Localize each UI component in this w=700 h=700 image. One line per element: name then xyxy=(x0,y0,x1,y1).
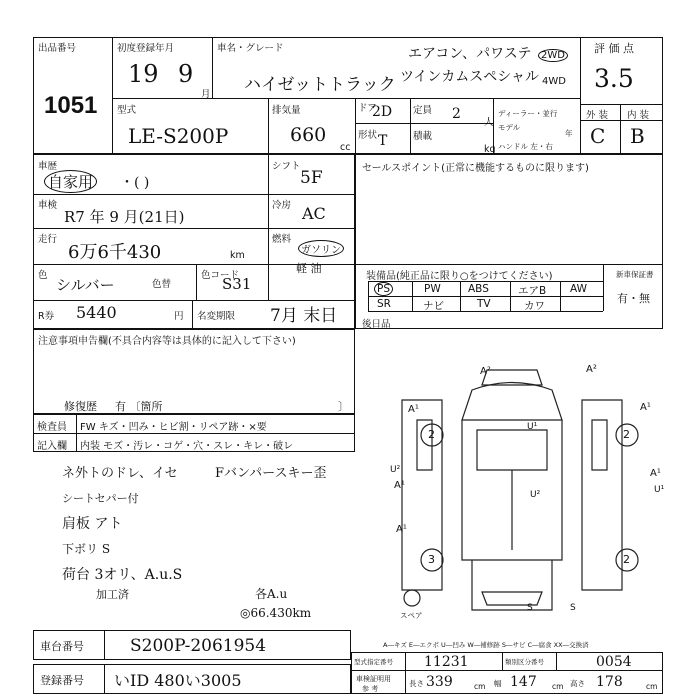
note-line4: 下ボリ S xyxy=(62,542,111,556)
length-value: 339 xyxy=(426,674,453,690)
category-value: 0054 xyxy=(596,654,632,670)
mileage-unit: km xyxy=(230,250,245,261)
note-line3: 肩板 アト xyxy=(62,516,123,532)
height-label: 高さ xyxy=(570,679,585,688)
diagram-mark-1: A² xyxy=(586,364,597,375)
capacity-unit: 人 xyxy=(484,117,494,128)
repair-value: 有 〔箇所 xyxy=(115,400,163,413)
recycle-value: 5440 xyxy=(76,303,117,322)
doors-label: ドア xyxy=(358,103,377,114)
reg-year: 19 xyxy=(128,60,159,88)
displacement-value: 660 xyxy=(290,124,327,146)
equip-leather: カワ xyxy=(524,300,545,312)
diagram-mark-9: A¹ xyxy=(396,524,407,535)
spare-label: スペア xyxy=(400,611,423,620)
drive-2wd: 2WD xyxy=(538,49,568,62)
name-change-label: 名変期限 xyxy=(197,311,236,322)
note-line5: 荷台 3オリ、A.u.S xyxy=(62,567,183,583)
reg-month: 9 xyxy=(178,60,194,88)
length-label: 長さ xyxy=(409,679,424,688)
score-label: 評 価 点 xyxy=(594,42,634,55)
warranty-value: 有・無 xyxy=(617,292,650,305)
model-value: LE-S200P xyxy=(128,124,229,148)
recycle-unit: 円 xyxy=(174,311,184,322)
color-code-label: 色コード xyxy=(201,270,240,281)
equip-abs: ABS xyxy=(468,283,489,295)
note-right3: ◎66.430km xyxy=(240,606,312,620)
length-unit: cm xyxy=(474,682,486,691)
repair-close: 〕 xyxy=(338,400,349,413)
color-code-value: S31 xyxy=(222,275,252,293)
vin-value: S200P-2061954 xyxy=(130,636,267,656)
recycle-label: R券 xyxy=(38,311,55,322)
height-unit: cm xyxy=(646,682,658,691)
handle-label: ハンドル 左・右 xyxy=(498,142,553,151)
repair-label: 修復歴 xyxy=(64,400,97,413)
equip-tv: TV xyxy=(477,298,491,310)
diagram-mark-2: A¹ xyxy=(408,404,419,415)
type-approval-label: 型式指定番号 xyxy=(354,658,393,666)
width-unit: cm xyxy=(552,682,564,691)
diagram-mark-10: U² xyxy=(530,490,541,500)
capacity-value: 2 xyxy=(452,106,461,122)
inspection-label: 車検 xyxy=(38,200,58,211)
exterior-grade: C xyxy=(590,124,606,148)
note-line6: 加工済 xyxy=(96,588,129,601)
note-right2: 各A.u xyxy=(255,587,288,601)
capacity-label: 定員 xyxy=(413,105,433,116)
lot-label: 出品番号 xyxy=(38,43,77,54)
history-label: 車歴 xyxy=(38,161,58,172)
name-change-value: 7月 末日 xyxy=(270,306,338,326)
wheel-num-1: 2 xyxy=(623,428,630,441)
note-line2: シートセパー付 xyxy=(62,492,139,505)
load-unit: kg xyxy=(484,144,496,155)
diagram-mark-11: S xyxy=(527,603,533,613)
ref-label: 参 考 xyxy=(362,685,379,693)
displacement-unit: cc xyxy=(340,142,351,153)
vin-label: 車台番号 xyxy=(40,640,84,653)
exterior-label: 外 装 xyxy=(586,110,609,121)
record-label: 記入欄 xyxy=(37,441,67,452)
notice-label: 注意事項申告欄(不具合内容等は具体的に記入して下さい) xyxy=(38,336,296,347)
history-rest: ・( ) xyxy=(120,175,150,191)
mileage-label: 走行 xyxy=(38,234,58,245)
fuel-label: 燃料 xyxy=(272,234,292,245)
width-value: 147 xyxy=(510,674,537,690)
equip-ps: PS xyxy=(374,282,393,296)
car-name: ハイゼットトラック xyxy=(244,75,396,95)
grade-line1: エアコン、パワステ xyxy=(408,46,532,62)
diagram-mark-8: A¹ xyxy=(650,468,661,479)
record-value: 内装 モズ・汚レ・コゲ・穴・スレ・キレ・破レ xyxy=(80,441,294,452)
model-year-label: モデル xyxy=(498,123,521,132)
shape-value: T xyxy=(378,133,388,149)
ac-label: 冷房 xyxy=(272,200,292,211)
wheel-num-3: 2 xyxy=(623,553,630,566)
plate-value: いID 480い3005 xyxy=(114,671,242,690)
load-label: 積載 xyxy=(413,131,433,142)
car-name-label: 車名・グレード xyxy=(217,43,284,54)
lot-number: 1051 xyxy=(44,92,98,119)
ac-value: AC xyxy=(302,204,326,223)
doors-value: 2D xyxy=(372,104,393,120)
category-label: 類別区分番号 xyxy=(505,658,544,666)
history-value: 自家用 xyxy=(44,170,97,193)
wheel-num-0: 2 xyxy=(428,428,435,441)
dealer-label: ディーラー・並行 xyxy=(498,109,558,118)
model-label: 型式 xyxy=(117,105,137,116)
note-right1: Fバンパースキー歪 xyxy=(215,466,327,481)
grade-line2: ツインカムスペシャル xyxy=(400,69,540,85)
width-label: 幅 xyxy=(494,679,502,688)
mileage-value: 6万6千430 xyxy=(68,242,162,263)
color-label: 色 xyxy=(38,270,48,281)
reg-label: 初度登録年月 xyxy=(117,43,175,54)
inspector-label: 検査員 xyxy=(37,422,67,433)
model-year-unit: 年 xyxy=(565,129,573,138)
wheel-num-2: 3 xyxy=(428,553,435,566)
warranty-label: 新車保証書 xyxy=(616,270,654,279)
car-damage-diagram xyxy=(362,360,665,625)
type-approval-value: 11231 xyxy=(424,654,469,670)
diagram-mark-12: S xyxy=(570,603,576,613)
reg-month-unit: 月 xyxy=(201,89,211,100)
plate-label: 登録番号 xyxy=(40,674,84,687)
fuel-diesel: 軽 油 xyxy=(296,262,322,275)
inspection-value: R7 年 9 月(21日) xyxy=(64,208,185,226)
score-value: 3.5 xyxy=(594,64,634,93)
equip-navi: ナビ xyxy=(423,300,444,312)
height-value: 178 xyxy=(596,674,623,690)
inspector-value: FW キズ・凹み・ヒビ割・リペア跡・×要 xyxy=(80,422,267,433)
interior-grade: B xyxy=(630,124,645,148)
diagram-mark-7: U¹ xyxy=(654,485,665,495)
interior-label: 内 装 xyxy=(627,110,650,121)
shape-label: 形状 xyxy=(358,130,378,141)
color-change-label: 色替 xyxy=(152,279,172,290)
diagram-mark-3: A¹ xyxy=(640,402,651,413)
diagram-mark-0: A² xyxy=(480,366,491,377)
color-value: シルバー xyxy=(56,276,115,294)
damage-legend: A―キズ E―エクボ U―凹み W―補修跡 S―サビ C―腐食 XX―交換済 xyxy=(383,641,589,649)
equip-aw: AW xyxy=(570,283,587,295)
later-install-label: 後日品 xyxy=(362,319,391,330)
diagram-mark-6: A¹ xyxy=(394,480,405,491)
note-line1: ネ外トのドレ、イセ xyxy=(62,466,178,481)
diagram-mark-5: U² xyxy=(390,465,401,475)
sales-point-label: セールスポイント(正常に機能するものに限ります) xyxy=(362,163,589,174)
drive-4wd: 4WD xyxy=(542,76,566,87)
equip-airbag: エアB xyxy=(518,285,547,297)
equipment-label: 装備品(純正品に限り○をつけてください) xyxy=(366,271,553,282)
fuel-gasoline: ガソリン xyxy=(298,240,344,257)
equip-pw: PW xyxy=(424,283,441,295)
cert-label: 車検証明用 xyxy=(356,675,391,683)
diagram-mark-4: U¹ xyxy=(527,422,538,432)
displacement-label: 排気量 xyxy=(272,105,301,116)
equip-sr: SR xyxy=(377,298,391,310)
shift-label: シフト xyxy=(272,161,301,172)
shift-value: 5F xyxy=(300,168,323,188)
